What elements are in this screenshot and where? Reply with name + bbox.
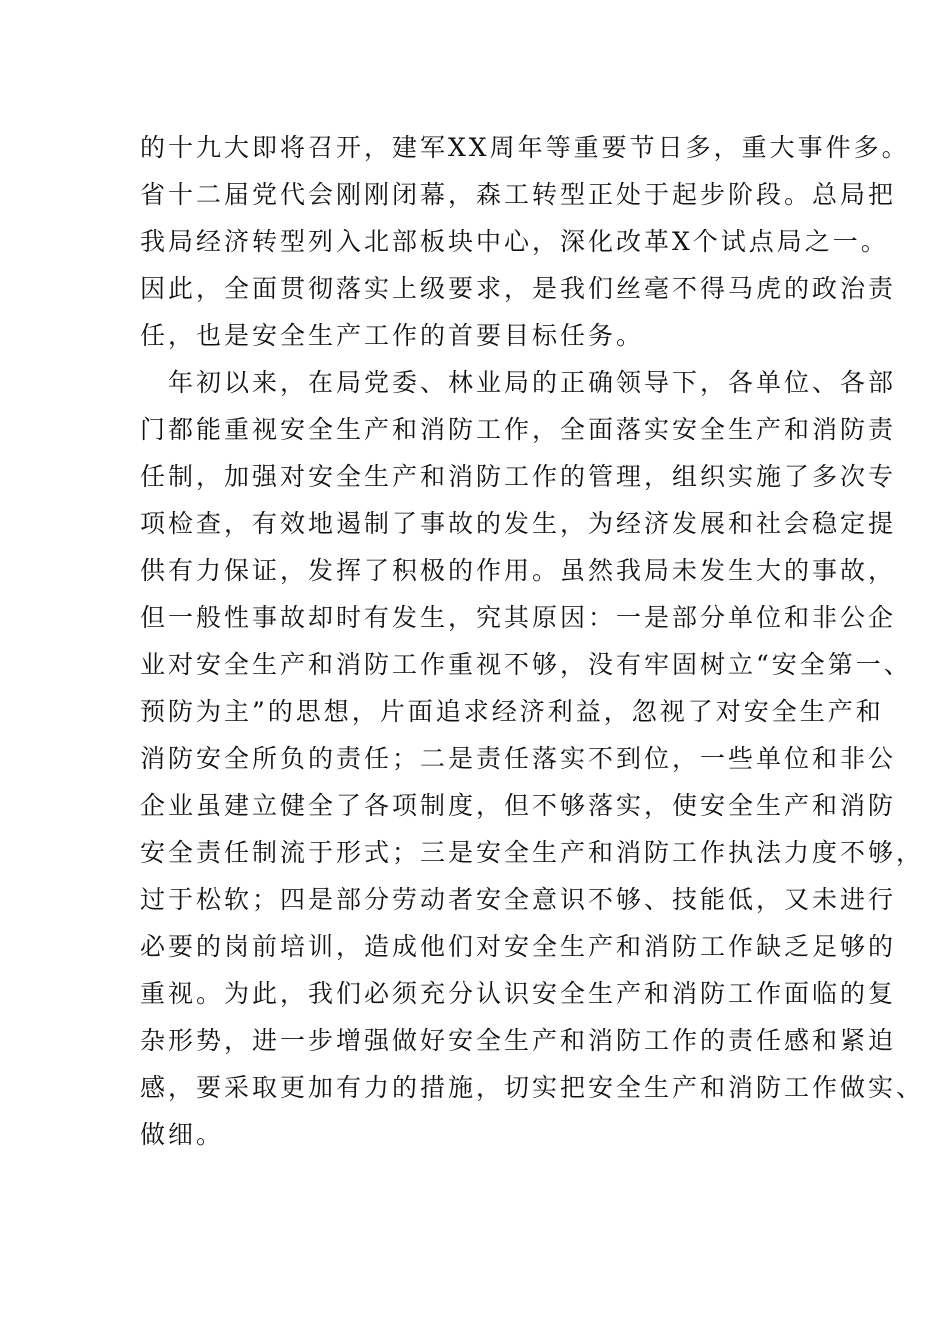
text-line: 门都能重视安全生产和消防工作，全面落实安全生产和消防责 xyxy=(140,415,897,444)
text-line: 预防为主”的思想，片面追求经济利益，忽视了对安全生产和 xyxy=(140,697,884,726)
text-line: 杂形势，进一步增强做好安全生产和消防工作的责任感和紧迫 xyxy=(140,1026,897,1055)
paragraph xyxy=(140,359,925,1158)
text-line: 重视。为此，我们必须充分认识安全生产和消防工作面临的复 xyxy=(140,979,897,1008)
text-line: 任制，加强对安全生产和消防工作的管理，组织实施了多次专 xyxy=(140,462,897,491)
text-line: 年初以来，在局党委、林业局的正确领导下，各单位、各部 xyxy=(140,368,897,397)
text-line: 省十二届党代会刚刚闭幕，森工转型正处于起步阶段。总局把 xyxy=(140,180,897,209)
document-page xyxy=(140,124,925,1158)
text-line: 供有力保证，发挥了积极的作用。虽然我局未发生大的事故， xyxy=(140,556,897,585)
text-line: 消防安全所负的责任；二是责任落实不到位，一些单位和非公 xyxy=(140,744,897,773)
text-line: 感，要采取更加有力的措施，切实把安全生产和消防工作做实、 xyxy=(140,1073,925,1102)
text-line: 因此，全面贯彻落实上级要求，是我们丝毫不得马虎的政治责 xyxy=(140,274,897,303)
text-line: 做细。 xyxy=(140,1120,225,1149)
text-line: 但一般性事故却时有发生，究其原因：一是部分单位和非公企 xyxy=(140,603,897,632)
text-line: 必要的岗前培训，造成他们对安全生产和消防工作缺乏足够的 xyxy=(140,932,897,961)
paragraph xyxy=(140,124,910,359)
text-line: 项检查，有效地遏制了事故的发生，为经济发展和社会稳定提 xyxy=(140,509,897,538)
text-line: 安全责任制流于形式；三是安全生产和消防工作执法力度不够， xyxy=(140,838,925,867)
text-line: 业对安全生产和消防工作重视不够，没有牢固树立“安全第一、 xyxy=(140,650,912,679)
text-line: 我局经济转型列入北部板块中心，深化改革X个试点局之一。 xyxy=(140,227,889,256)
text-line: 任，也是安全生产工作的首要目标任务。 xyxy=(140,321,645,350)
text-line: 的十九大即将召开，建军XX周年等重要节日多，重大事件多。 xyxy=(140,133,910,162)
text-line: 企业虽建立健全了各项制度，但不够落实，使安全生产和消防 xyxy=(140,791,897,820)
text-line: 过于松软；四是部分劳动者安全意识不够、技能低，又未进行 xyxy=(140,885,897,914)
